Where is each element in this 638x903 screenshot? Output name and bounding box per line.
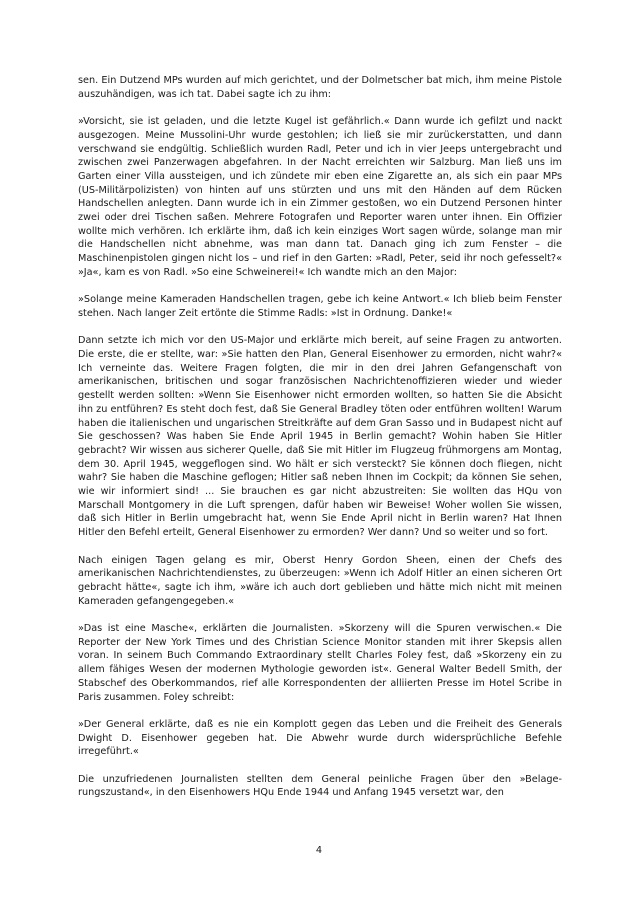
paragraph: »Solange meine Kameraden Handschellen tragen, gebe ich keine Antwort.« Ich blieb beim Fenster stehen. Nach langer Zeit ertönte die Stimme Radls: »Ist in Ordnung. Danke!« [78,294,562,319]
paragraph: sen. Ein Dutzend MPs wurden auf mich gerichtet, und der Dolmetscher bat mich, ihm meine Pistole auszuhändigen, was ich tat. Dabei sagte ich zu ihm: [78,75,562,100]
paragraph: Die unzufriedenen Journalisten stellten dem General peinliche Fragen über den »Belagerungszustand«, in den Eisenhowers HQu Ende 1944 und Anfang 1945 versetzt war, den [78,773,562,799]
paragraph: »Der General erklärte, daß es nie ein Komplott gegen das Leben und die Freiheit des Generals Dwight D. Eisenhower gegeben hat. Die Abwehr wurde durch widersprüchliche Befehle irregeführt.« [78,718,562,758]
page-number: 4 [315,845,323,856]
paragraph: »Vorsicht, sie ist geladen, und die letzte Kugel ist gefährlich.« Dann wurde ich gefilzt und nackt ausgezogen. Meine Mussolini-Uhr wurde gestohlen; ich ließ sie mir zurückerstatten, und dann verschwand sie endgültig. Schließlich wurden Radl, Peter und ich in vier Jeeps untergebracht und zwischen zwei Panzerwagen abgefahren. In der Nacht erreichten wir Salzburg. Man ließ uns im Garten einer Villa aussteigen, und ich zündete mir eben eine Zigarette an, als sich ein paar MPs (US-Militärpolizisten) von hinten auf uns stürzten und uns mit den Händen auf dem Rücken Handschellen anlegten. Dann wurde ich in ein Zimmer gestoßen, wo ein Dutzend Personen hinter zwei oder drei Tischen saßen. Mehrere Fotografen und Reporter waren unter ihnen. Ein Offizier wollte mich verhören. Ich erklärte ihm, daß ich kein einziges Wort sagen würde, solange man mir die Handschellen nicht abnehme, was man dann tat. Danach ging ich zum Fenster – die Maschinenpistolen gingen nicht los – und rief in den Garten: »Radl, Peter, seid ihr noch gefesselt?« »Ja«, kam es von Radl. »So eine Schweinerei!« Ich wandte mich an den Major: [78,116,562,278]
paragraph: »Das ist eine Masche«, erklärten die Journalisten. »Skorzeny will die Spuren verwischen.« Die Reporter der New York Times und des Christian Science Monitor standen mit ihrer Skepsis allen voran. In seinem Buch Commando Extraordinary stellt Charles Foley fest, daß »Skorzeny ein zu allem fähiges Wesen der modernen Mythologie geworden ist«. General Walter Bedell Smith, der Stabschef des Oberkommandos, rief alle Korrespondenten der alliierten Presse im Hotel Scribe in Paris zusammen. Foley schreibt: [78,623,562,703]
paragraph: Dann setzte ich mich vor den US-Major und erklärte mich bereit, auf seine Fragen zu antworten. Die erste, die er stellte, war: »Sie hatten den Plan, General Eisenhower zu ermorden, nicht wahr?« Ich verneinte das. Weitere Fragen folgten, die mir in den drei Jahren Gefangenschaft von amerikanischen, britischen und sogar französischen Nachrichtenoffizieren wieder und wieder gestellt werden sollten: »Wenn Sie Eisenhower nicht ermorden wollten, so hatten Sie die Absicht ihn zu entführen? Es steht doch fest, daß Sie General Bradley töten oder entführen wollten! Warum haben die italienischen und ungarischen Streitkräfte auf dem Gran Sasso und in Budapest nicht auf Sie geschossen? Was haben Sie Ende April 1945 in Berlin gemacht? Wohin haben Sie Hitler gebracht? Wir wissen aus sicherer Quelle, daß Sie mit Hitler im Flugzeug frühmorgens am Montag, dem 30. April 1945, weggeflogen sind. Wo hält er sich versteckt? Sie können doch fliegen, nicht wahr? Sie haben die Maschine geflogen; Hitler saß neben Ihnen im Cockpit; da können Sie sehen, wie wir informiert sind! ... Sie brauchen es gar nicht abzustreiten: Sie wollten das HQu von Marschall Montgomery in die Luft sprengen, dafür haben wir Beweise! Woher wollen Sie wissen, daß sich Hitler in Berlin umgebracht hat, wenn Sie Ende April nicht in Berlin waren? Hat Ihnen Hitler den Befehl erteilt, General Eisenhower zu ermorden? Wer dann? Und so weiter und so fort. [78,335,562,539]
paragraph: Nach einigen Tagen gelang es mir, Oberst Henry Gordon Sheen, einen der Chefs des amerikanischen Nachrichtendienstes, zu überzeugen: »Wenn ich Adolf Hitler an einen sicheren Ort gebracht hätte«, sagte ich ihm, »wäre ich auch dort geblieben und hätte mich nicht mit meinen Kameraden gefangengegeben.« [78,554,562,607]
page-body [78,74,562,814]
